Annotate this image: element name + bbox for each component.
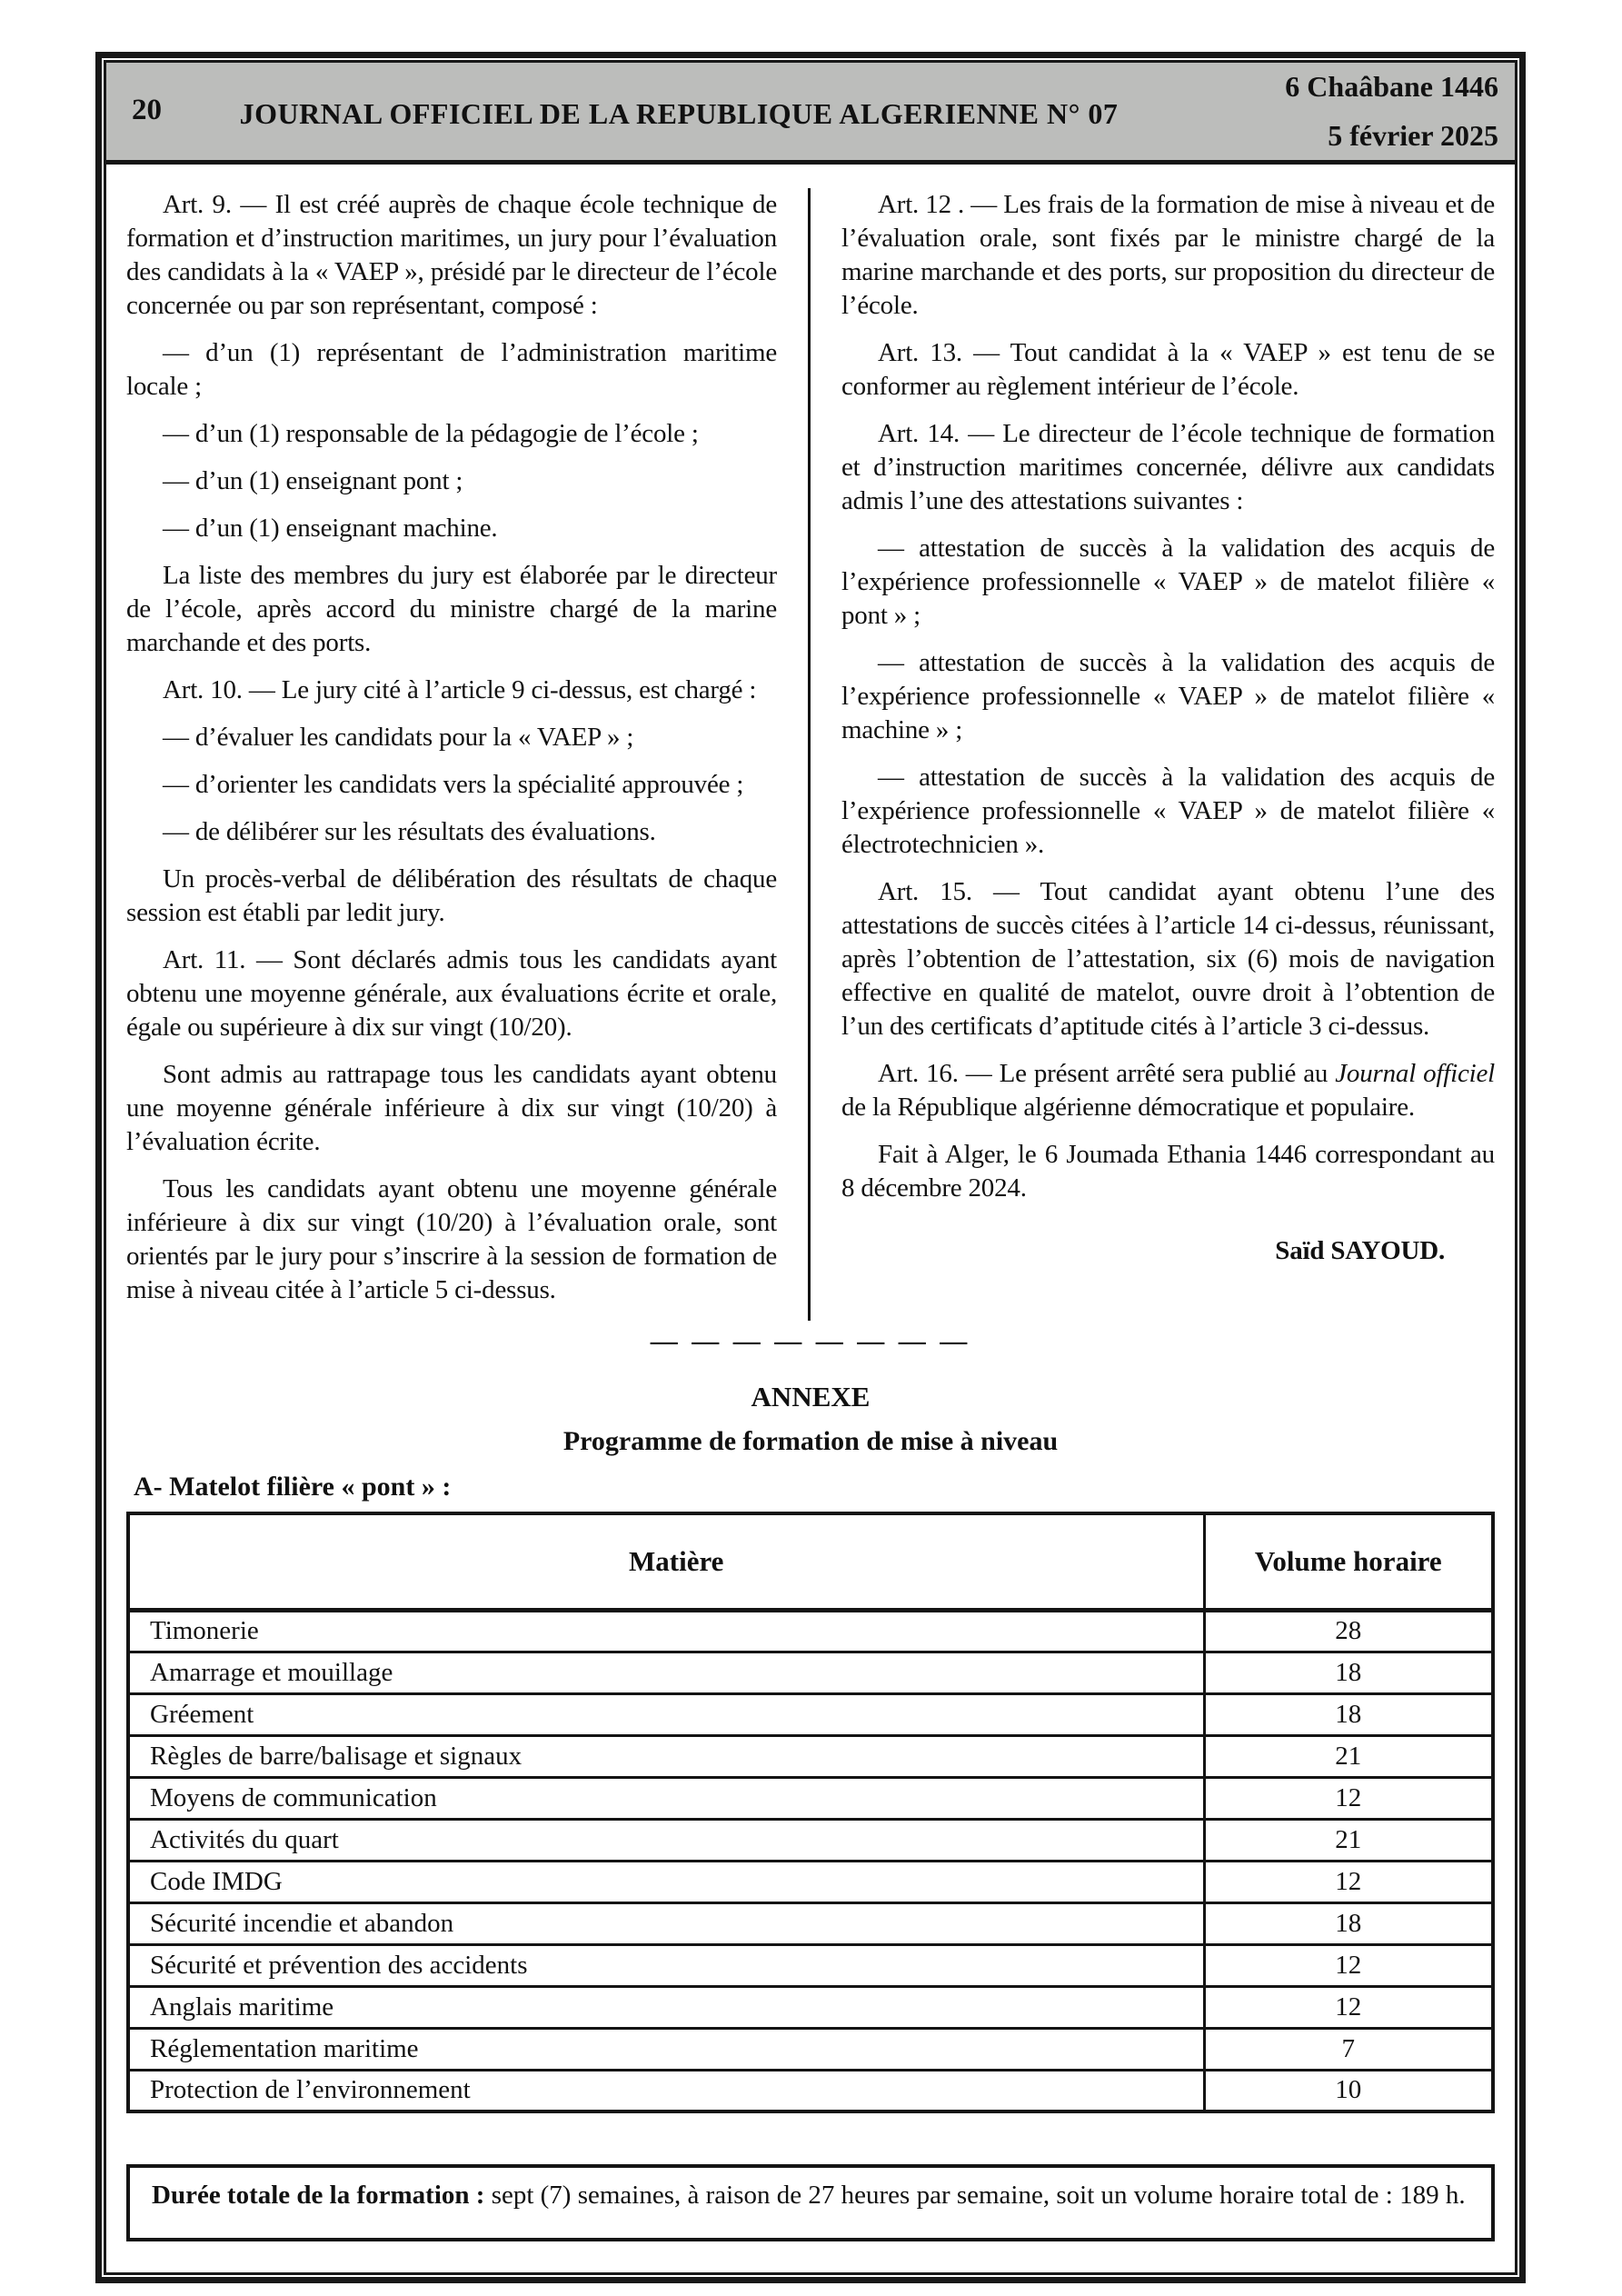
cell-matiere: Amarrage et mouillage <box>128 1652 1204 1693</box>
program-table <box>126 1512 1495 2113</box>
jury-list-paragraph: La liste des membres du jury est élaborée par le directeur de l’école, après accord du ministre chargé de la marine marchande et des ports. <box>126 561 777 657</box>
cell-matiere: Timonerie <box>128 1610 1204 1652</box>
article-13-paragraph: Art. 13. — Tout candidat à la « VAEP » est tenu de se conformer au règlement intérieur de l’école. <box>841 338 1495 401</box>
cell-volume: 7 <box>1204 2028 1493 2070</box>
journal-officiel-italic: Journal officiel <box>1335 1059 1496 1088</box>
left-column <box>126 188 811 1321</box>
jury-member-item: — d’un (1) enseignant pont ; <box>163 466 463 495</box>
page-frame <box>95 52 1526 2283</box>
article-15-paragraph: Art. 15. — Tout candidat ayant obtenu l’une des attestations de succès citées à l’article 14 ci-dessus, réunissant, après l’obtention de l’attestation, six (6) mois de navigation effective en qualité de matelot, ouvre droit à l’obtention de l’un des certificats d’aptitude cités à l’article 3 ci-dessus. <box>841 877 1495 1041</box>
table-row <box>128 1693 1493 1735</box>
attestation-item-machine: — attestation de succès à la validation des acquis de l’expérience professionnelle « VAEP » de matelot filière « machine » ; <box>841 648 1495 744</box>
table-row <box>128 1652 1493 1693</box>
cell-matiere: Anglais maritime <box>128 1986 1204 2028</box>
annexe-title: ANNEXE <box>751 1381 871 1413</box>
cell-volume: 21 <box>1204 1735 1493 1777</box>
cell-volume: 12 <box>1204 1986 1493 2028</box>
duration-total-box <box>126 2164 1495 2241</box>
article-16-suffix: de la République algérienne démocratique et populaire. <box>841 1093 1415 1122</box>
rattrapage-paragraph: Sont admis au rattrapage tous les candidats ayant obtenu une moyenne générale inférieure à dix sur vingt (10/20) à l’évaluation écrite. <box>126 1060 777 1156</box>
table-header-matiere: Matière <box>128 1513 1204 1610</box>
duration-text: sept (7) semaines, à raison de 27 heures par semaine, soit un volume horaire total de : 189 h. <box>484 2181 1466 2210</box>
page-header <box>106 63 1515 165</box>
date-hijri: 6 Chaâbane 1446 <box>1285 70 1498 104</box>
cell-volume: 28 <box>1204 1610 1493 1652</box>
cell-volume: 18 <box>1204 1902 1493 1944</box>
orientation-paragraph: Tous les candidats ayant obtenu une moyenne générale inférieure à dix sur vingt (10/20) à l’évaluation orale, sont orientés par le jury pour s’inscrire à la session de formation de mise à niveau citée à l’article 5 ci-dessus. <box>126 1174 777 1304</box>
table-row <box>128 2070 1493 2111</box>
jury-member-item: — d’un (1) représentant de l’administration maritime locale ; <box>126 338 777 401</box>
article-14-paragraph: Art. 14. — Le directeur de l’école technique de formation et d’instruction maritimes concernée, délivre aux candidats admis l’une des attestations suivantes : <box>841 419 1495 515</box>
date-gregorian: 5 février 2025 <box>1328 118 1498 152</box>
table-row <box>128 1861 1493 1902</box>
duration-label: Durée totale de la formation : <box>152 2181 485 2210</box>
page-number: 20 <box>132 94 162 126</box>
cell-volume: 21 <box>1204 1819 1493 1861</box>
cell-matiere: Activités du quart <box>128 1819 1204 1861</box>
jury-task-item: — de délibérer sur les résultats des évaluations. <box>163 817 656 846</box>
section-separator-dashes: — — — — — — — — <box>650 1326 971 1356</box>
table-row <box>128 1986 1493 2028</box>
cell-volume: 12 <box>1204 1777 1493 1819</box>
cell-matiere: Sécurité et prévention des accidents <box>128 1944 1204 1986</box>
table-row <box>128 1610 1493 1652</box>
attestation-item-electrotechnicien: — attestation de succès à la validation des acquis de l’expérience professionnelle « VAEP » de matelot filière « électrotechnicien ». <box>841 763 1495 859</box>
article-16-prefix: Art. 16. — Le présent arrêté sera publié au <box>878 1059 1336 1088</box>
cell-matiere: Gréement <box>128 1693 1204 1735</box>
minister-signature: Saïd SAYOUD. <box>1275 1236 1445 1265</box>
table-row <box>128 1902 1493 1944</box>
article-11-paragraph: Art. 11. — Sont déclarés admis tous les candidats ayant obtenu une moyenne générale, aux évaluations écrite et orale, égale ou supérieure à dix sur vingt (10/20). <box>126 945 777 1042</box>
jury-member-item: — d’un (1) enseignant machine. <box>163 514 498 543</box>
article-10-paragraph: Art. 10. — Le jury cité à l’article 9 ci-dessus, est chargé : <box>163 675 757 704</box>
article-12-paragraph: Art. 12 . — Les frais de la formation de mise à niveau et de l’évaluation orale, sont fixés par le ministre chargé de la marine marchande et des ports, sur proposition du directeur de l’école. <box>841 190 1495 320</box>
two-column-body <box>106 165 1515 1321</box>
cell-matiere: Protection de l’environnement <box>128 2070 1204 2111</box>
table-row <box>128 1777 1493 1819</box>
cell-volume: 18 <box>1204 1693 1493 1735</box>
jury-task-item: — d’évaluer les candidats pour la « VAEP » ; <box>163 723 634 752</box>
cell-volume: 18 <box>1204 1652 1493 1693</box>
article-16-paragraph <box>841 1057 1495 1124</box>
table-row <box>128 1819 1493 1861</box>
fait-a-alger-paragraph: Fait à Alger, le 6 Joumada Ethania 1446 correspondant au 8 décembre 2024. <box>841 1140 1495 1203</box>
annexe-subtitle: Programme de formation de mise à niveau <box>562 1426 1059 1456</box>
cell-matiere: Moyens de communication <box>128 1777 1204 1819</box>
table-header-volume-horaire: Volume horaire <box>1204 1513 1493 1610</box>
cell-volume: 10 <box>1204 2070 1493 2111</box>
annexe-section-label: A- Matelot filière « pont » : <box>134 1472 452 1502</box>
proces-verbal-paragraph: Un procès-verbal de délibération des résultats de chaque session est établi par ledit jury. <box>126 864 777 927</box>
table-row <box>128 1944 1493 1986</box>
table-row <box>128 1735 1493 1777</box>
attestation-item-pont: — attestation de succès à la validation des acquis de l’expérience professionnelle « VAEP » de matelot filière « pont » ; <box>841 534 1495 630</box>
table-row <box>128 2028 1493 2070</box>
cell-matiere: Règles de barre/balisage et signaux <box>128 1735 1204 1777</box>
jury-member-item: — d’un (1) responsable de la pédagogie de l’école ; <box>163 419 699 448</box>
header-dates <box>1285 63 1498 160</box>
cell-volume: 12 <box>1204 1944 1493 1986</box>
journal-title: JOURNAL OFFICIEL DE LA REPUBLIQUE ALGERIENNE N° 07 <box>239 97 1119 130</box>
right-column <box>811 188 1495 1321</box>
table-header-row <box>128 1513 1493 1610</box>
cell-matiere: Réglementation maritime <box>128 2028 1204 2070</box>
cell-matiere: Sécurité incendie et abandon <box>128 1902 1204 1944</box>
page-inner-frame <box>104 60 1518 2275</box>
cell-matiere: Code IMDG <box>128 1861 1204 1902</box>
cell-volume: 12 <box>1204 1861 1493 1902</box>
jury-task-item: — d’orienter les candidats vers la spécialité approuvée ; <box>163 770 744 799</box>
article-9-paragraph: Art. 9. — Il est créé auprès de chaque école technique de formation et d’instruction maritimes, un jury pour l’évaluation des candidats à la « VAEP », présidé par le directeur de l’école concernée ou par son représentant, composé : <box>126 190 777 320</box>
